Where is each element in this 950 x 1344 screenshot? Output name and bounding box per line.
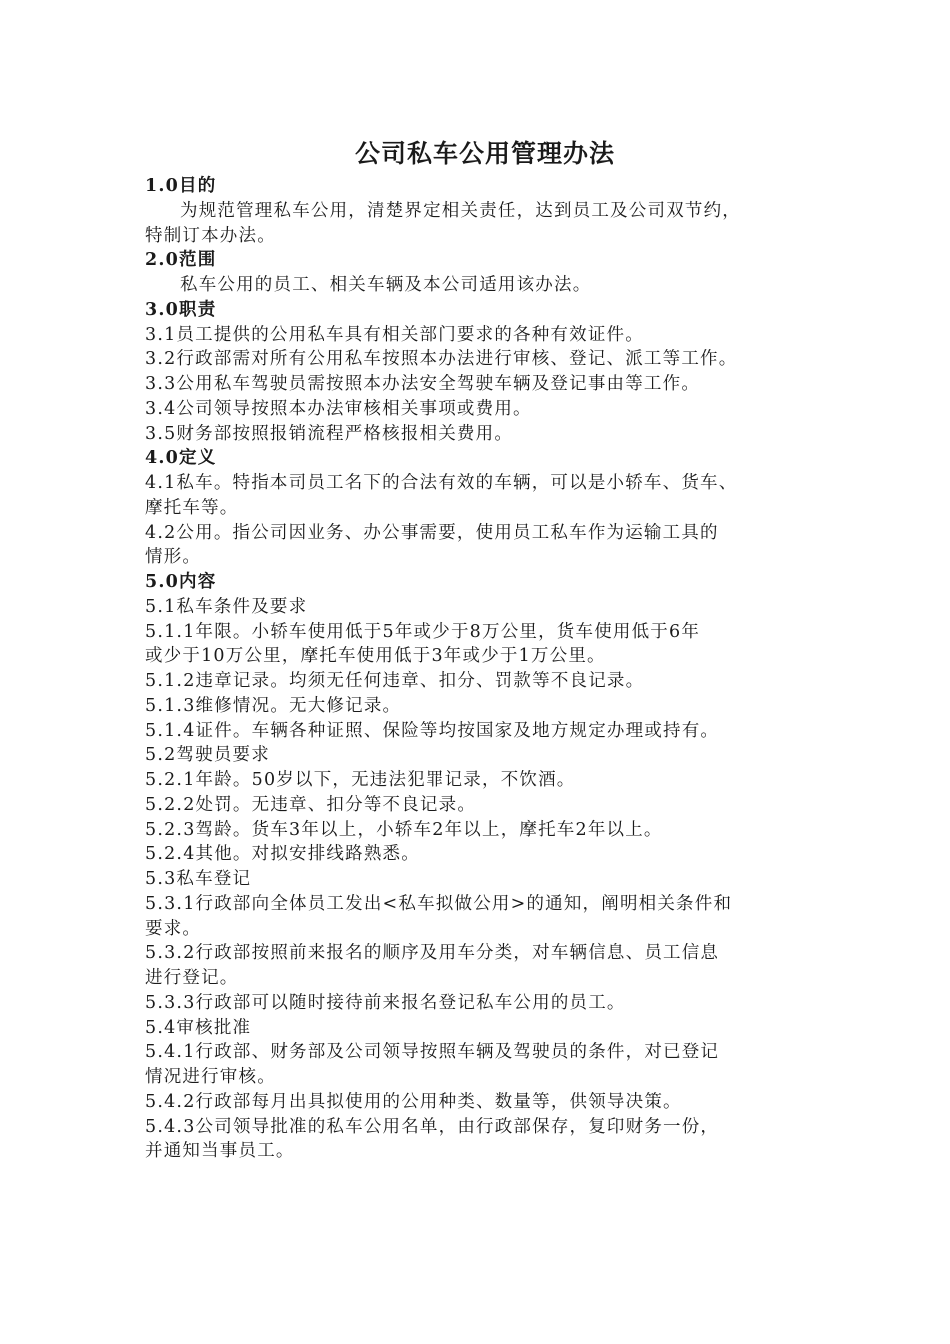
paragraph-line: 5.1.4证件。车辆各种证照、保险等均按国家及地方规定办理或持有。 bbox=[145, 720, 720, 741]
paragraph-line: 4.1私车。特指本司员工名下的合法有效的车辆，可以是小轿车、货车、 bbox=[145, 473, 738, 493]
paragraph-line: 摩托车等。 bbox=[145, 497, 239, 518]
paragraph-line: 5.1.3维修情况。无大修记录。 bbox=[145, 695, 402, 716]
paragraph-line: 5.2.3驾龄。货车3年以上，小轿车2年以上，摩托车2年以上。 bbox=[145, 819, 663, 840]
section-heading: 5.0内容 bbox=[145, 572, 217, 592]
paragraph-line: 5.4.1行政部、财务部及公司领导按照车辆及驾驶员的条件，对已登记 bbox=[145, 1042, 720, 1063]
paragraph-line: 5.1私车条件及要求 bbox=[145, 596, 308, 617]
paragraph-line: 私车公用的员工、相关车辆及本公司适用该办法。 bbox=[180, 275, 592, 295]
paragraph-line: 5.3.2行政部按照前来报名的顺序及用车分类，对车辆信息、员工信息 bbox=[145, 943, 720, 964]
paragraph-line: 5.3.1行政部向全体员工发出<私车拟做公用>的通知，阐明相关条件和 bbox=[145, 893, 733, 914]
paragraph-line: 5.1.2违章记录。均须无任何违章、扣分、罚款等不良记录。 bbox=[145, 671, 645, 691]
paragraph-line: 3.5财务部按照报销流程严格核报相关费用。 bbox=[145, 423, 514, 444]
paragraph-line: 5.4.2行政部每月出具拟使用的公用种类、数量等，供领导决策。 bbox=[145, 1091, 682, 1112]
paragraph-line: 5.4审核批准 bbox=[145, 1017, 252, 1038]
paragraph-line: 4.2公用。指公司因业务、办公事需要，使用员工私车作为运输工具的 bbox=[145, 522, 719, 543]
paragraph-line: 为规范管理私车公用，清楚界定相关责任，达到员工及公司双节约， bbox=[180, 200, 741, 221]
section-heading: 3.0职责 bbox=[145, 299, 217, 320]
paragraph-line: 情况进行审核。 bbox=[145, 1067, 276, 1087]
document-body bbox=[145, 174, 815, 1164]
paragraph-line: 或少于10万公里，摩托车使用低于3年或少于1万公里。 bbox=[145, 646, 606, 667]
paragraph-line: 3.2行政部需对所有公用私车按照本办法进行审核、登记、派工等工作。 bbox=[145, 349, 738, 370]
paragraph-line: 3.1员工提供的公用私车具有相关部门要求的各种有效证件。 bbox=[145, 324, 644, 345]
section-heading: 2.0范围 bbox=[145, 250, 217, 271]
paragraph-line: 5.2驾驶员要求 bbox=[145, 745, 270, 766]
section-heading: 1.0目的 bbox=[145, 176, 217, 196]
paragraph-line: 5.3.3行政部可以随时接待前来报名登记私车公用的员工。 bbox=[145, 992, 626, 1013]
paragraph-line: 情形。 bbox=[145, 547, 202, 568]
paragraph-line: 并通知当事员工。 bbox=[145, 1141, 295, 1162]
paragraph-line: 5.2.1年龄。50岁以下，无违法犯罪记录，不饮酒。 bbox=[145, 770, 576, 790]
paragraph-line: 要求。 bbox=[145, 918, 202, 939]
paragraph-line: 进行登记。 bbox=[145, 968, 239, 988]
paragraph-line: 特制订本办法。 bbox=[145, 225, 276, 246]
paragraph-line: 3.3公用私车驾驶员需按照本办法安全驾驶车辆及登记事由等工作。 bbox=[145, 374, 701, 394]
paragraph-line: 5.3私车登记 bbox=[145, 869, 252, 889]
paragraph-line: 5.2.4其他。对拟安排线路熟悉。 bbox=[145, 844, 420, 865]
paragraph-line: 5.4.3公司领导批准的私车公用名单，由行政部保存，复印财务一份， bbox=[145, 1116, 720, 1137]
paragraph-line: 5.2.2处罚。无违章、扣分等不良记录。 bbox=[145, 794, 477, 815]
section-heading: 4.0定义 bbox=[145, 448, 217, 469]
paragraph-line: 3.4公司领导按照本办法审核相关事项或费用。 bbox=[145, 398, 532, 419]
paragraph-line: 5.1.1年限。小轿车使用低于5年或少于8万公里，货车使用低于6年 bbox=[145, 621, 701, 642]
document-title: 公司私车公用管理办法 bbox=[354, 139, 615, 168]
